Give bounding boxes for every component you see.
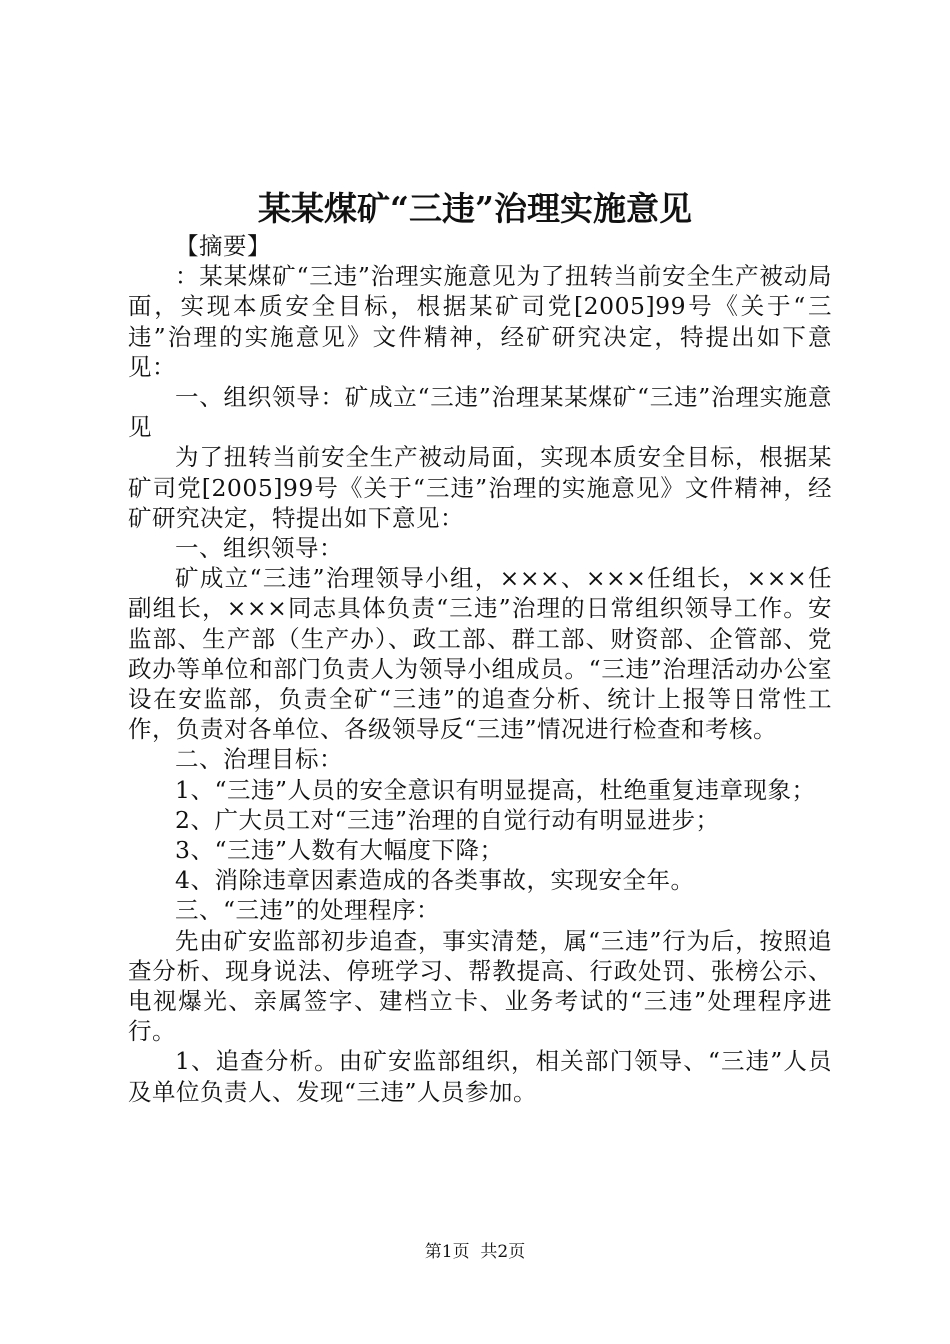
document-title: 某某煤矿“三违”治理实施意见 [258,189,692,228]
abstract-heading: 【摘要】 [175,232,271,260]
abstract-text: ：某某煤矿“三违”治理实施意见为了扭转当前安全生产被动局面，实现本质安全目标，根据某矿司党[2005]99号《关于“三违”治理的实施意见》文件精神，经矿研究决定，特提出如下意见： [128,262,832,381]
section-heading: 二、治理目标： [175,745,343,774]
paragraph: 一、组织领导：矿成立“三违”治理某某煤矿“三违”治理实施意见 [128,383,832,442]
section-heading: 一、组织领导： [175,534,343,563]
list-item: 1、追查分析。由矿安监部组织，相关部门领导、“三违”人员及单位负责人、发现“三违”人员参加。 [128,1047,832,1106]
list-item: 4、消除违章因素造成的各类事故，实现安全年。 [175,866,695,895]
paragraph: 先由矿安监部初步追查，事实清楚，属“三违”行为后，按照追查分析、现身说法、停班学习、帮教提高、行政处罚、张榜公示、电视爆光、亲属签字、建档立卡、业务考试的“三违”处理程序进行。 [128,926,832,1046]
document-body [128,231,832,1107]
list-item: 1、“三违”人员的安全意识有明显提高，杜绝重复违章现象； [175,775,816,804]
paragraph: 矿成立“三违”治理领导小组，×××、×××任组长，×××任副组长，×××同志具体负责“三违”治理的日常组织领导工作。安监部、生产部（生产办）、政工部、群工部、财资部、企管部、党政办等单位和部门负责人为领导小组成员。“三违”治理活动办公室设在安监部，负责全矿“三违”的追查分析、统计上报等日常性工作，负责对各单位、各级领导反“三违”情况进行检查和考核。 [128,564,832,744]
list-item: 2、广大员工对“三违”治理的自觉行动有明显进步； [175,805,720,834]
page-footer: 第1页 共2页 [424,1242,526,1262]
paragraph: 为了扭转当前安全生产被动局面，实现本质安全目标，根据某矿司党[2005]99号《关于“三违”治理的实施意见》文件精神，经矿研究决定，特提出如下意见： [128,443,832,532]
list-item: 3、“三违”人数有大幅度下降； [175,836,504,865]
section-heading: 三、“三违”的处理程序： [175,896,441,925]
